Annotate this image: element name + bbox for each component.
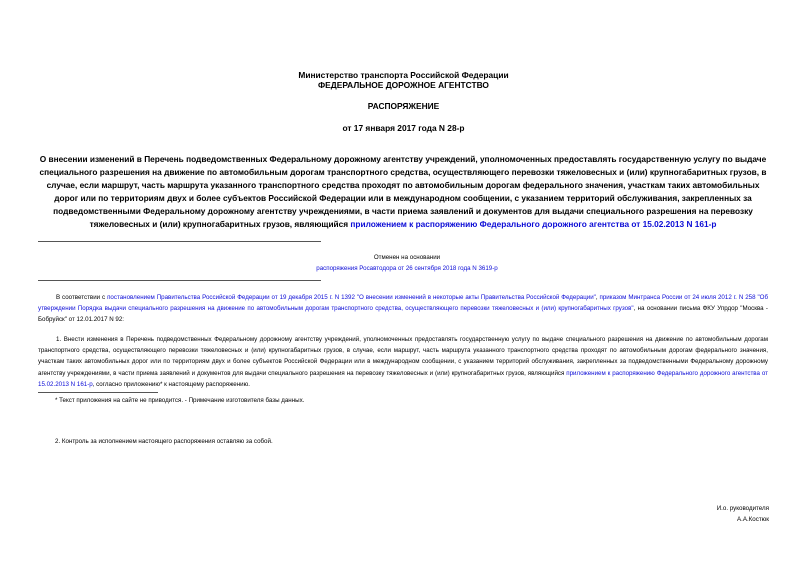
- title-text: О внесении изменений в Перечень подведомственных Федеральному дорожному агентству учреждений, уполномоченных предоставлять государственную услугу по выдаче специального разрешения на движение по автомобильным дорогам транспортного средства, осуществляющего перевозки тяжеловесных и (или) крупногабаритных грузов, в случае, если маршрут, часть маршрута указанного транспортного средства проходят по автомобильным дорогам федерального значения, участкам таких автомобильных дорог или по территориям двух и более субъектов Российской Федерации или в международном сообщении, с указанием территорий обслуживания, закрепленных за подведомственными Федеральному дорожному агентству учреждениями, в части приема заявлений и документов для выдачи специального разрешения на перевозку тяжеловесных и (или) крупногабаритных грузов, являющийся: [39, 154, 767, 229]
- footnote: * Текст приложения на сайте не приводится. - Примечание изготовителя базы данных.: [55, 397, 305, 404]
- divider-top: [38, 241, 321, 242]
- preamble-text-1: В соответствии с: [56, 294, 108, 301]
- cancel-note-link[interactable]: распоряжения Росавтодора от 26 сентября 2018 года N 3619-р: [316, 265, 498, 272]
- signature-name: А.А.Костюк: [736, 516, 769, 523]
- preamble-text-3: , на основании письма ФКУ Упрдор "Москва - Бобруйск" от 12.01.2017 N 92:: [38, 305, 768, 324]
- item-1-text-end: , согласно приложению* к настоящему распоряжению.: [92, 380, 250, 388]
- document-title: [38, 153, 768, 230]
- decree-link[interactable]: постановлением Правительства Российской Федерации от 19 декабря 2015 г. N 1392 "О внесении изменений в некоторые акты Правительства Российской Федерации": [107, 294, 596, 301]
- item-2-paragraph: 2. Контроль за исполнением настоящего распоряжения оставляю за собой.: [55, 438, 273, 445]
- order-link[interactable]: приказом Минтранса России от 24 июля 2012 г. N 258 "Об утверждении Порядка выдачи специального разрешения на движение по автомобильным дорогам транспортного средства, осуществляющего перевозки тяжеловесных и (или) крупногабаритных грузов": [38, 294, 768, 313]
- preamble-text-2: ,: [595, 294, 600, 301]
- ministry-name: Министерство транспорта Российской Федерации: [298, 70, 509, 80]
- item-1-paragraph: [38, 334, 768, 390]
- document-date-number: от 17 января 2017 года N 28-р: [342, 123, 465, 133]
- divider-bottom: [38, 280, 321, 281]
- document-type: РАСПОРЯЖЕНИЕ: [367, 101, 440, 111]
- footnote-divider: [38, 392, 158, 393]
- preamble-paragraph: [38, 292, 768, 326]
- cancel-note: [292, 252, 522, 274]
- item-1-link[interactable]: приложением к распоряжению Федерального дорожного агентства от 15.02.2013 N 161-р: [38, 369, 769, 388]
- cancel-note-label: Отменен на основании: [373, 254, 441, 261]
- agency-name: ФЕДЕРАЛЬНОЕ ДОРОЖНОЕ АГЕНТСТВО: [318, 80, 489, 90]
- item-1-text: 1. Внести изменения в Перечень подведомственных Федеральному дорожному агентству учреждений, уполномоченных предоставлять государственную услугу по выдаче специального разрешения на движение по автомобильным дорогам транспортного средства, осуществляющего перевозки тяжеловесных и (или) крупногабаритных грузов, в случае, если маршрут, часть маршрута указанного транспортного средства проходят по автомобильным дорогам федерального значения, участкам таких автомобильных дорог или по территориям двух и более субъектов Российской Федерации или в международном сообщении, с указанием территорий обслуживания, закрепленных за подведомственными Федеральному дорожному агентству учреждениями, в части приема заявлений и документов для выдачи специального разрешения на перевозку тяжеловесных и (или) крупногабаритных грузов, являющийся: [38, 336, 768, 377]
- signature-position: И.о. руководителя: [716, 505, 769, 512]
- title-link[interactable]: приложением к распоряжению Федерального дорожного агентства от 15.02.2013 N 161-р: [350, 218, 717, 229]
